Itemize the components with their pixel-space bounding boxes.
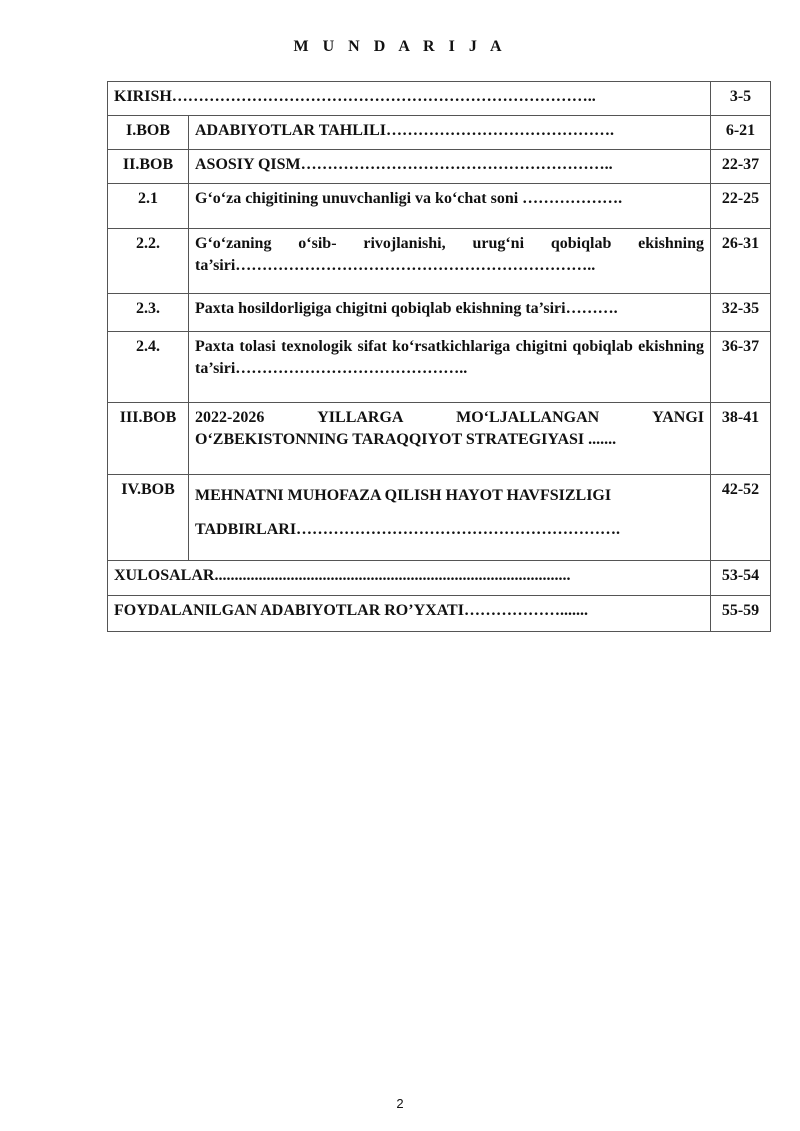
- toc-entry-text-line: MEHNATNI MUHOFAZA QILISH HAYOT HAVFSIZLIGI: [195, 487, 612, 504]
- toc-row: [108, 294, 771, 332]
- toc-entry-text-line: TADBIRLARI…………………………………………………….: [195, 521, 621, 538]
- toc-entry-text: XULOSALAR.........................................................................................: [108, 561, 711, 596]
- toc-entry-text: G‘o‘za chigitining unuvchanligi va ko‘chat soni ……………….: [189, 184, 711, 229]
- toc-row: [108, 150, 771, 184]
- toc-row: [108, 229, 771, 294]
- toc-entry-pages: 3-5: [711, 82, 771, 116]
- toc-row: [108, 332, 771, 403]
- toc-entry-text: Paxta tolasi texnologik sifat ko‘rsatkichlariga chigitni qobiqlab ekishning ta’siri……………………………………..: [189, 332, 711, 403]
- toc-row: [108, 184, 771, 229]
- toc-row: [108, 403, 771, 475]
- toc-entry-text: ADABIYOTLAR TAHLILI…………………………………….: [189, 116, 711, 150]
- document-title: M U N D A R I J A: [293, 38, 507, 55]
- toc-entry-number: II.BOB: [108, 150, 189, 184]
- toc-entry-number: 2.2.: [108, 229, 189, 294]
- toc-row-xulosalar: [108, 561, 771, 596]
- toc-entry-text: G‘o‘zaning o‘sib- rivojlanishi, urug‘ni qobiqlab ekishning ta’siri…………………………………………………………..: [189, 229, 711, 294]
- toc-row-foydalanilgan: [108, 596, 771, 632]
- toc-entry-pages: 22-37: [711, 150, 771, 184]
- toc-entry-pages: 6-21: [711, 116, 771, 150]
- toc-entry-pages: 55-59: [711, 596, 771, 632]
- toc-row-kirish: [108, 82, 771, 116]
- toc-entry-text: 2022-2026 YILLARGA MO‘LJALLANGAN YANGI O‘ZBEKISTONNING TARAQQIYOT STRATEGIYASI .......: [189, 403, 711, 475]
- toc-entry-pages: 22-25: [711, 184, 771, 229]
- toc-entry-text: ASOSIY QISM…………………………………………………..: [189, 150, 711, 184]
- table-of-contents: [107, 81, 771, 632]
- toc-entry-text: KIRISH……………………………………………………………………..: [108, 82, 711, 116]
- toc-entry-text: [189, 475, 711, 561]
- toc-entry-number: 2.3.: [108, 294, 189, 332]
- toc-entry-number: III.BOB: [108, 403, 189, 475]
- toc-entry-pages: 36-37: [711, 332, 771, 403]
- toc-entry-pages: 53-54: [711, 561, 771, 596]
- toc-row: [108, 116, 771, 150]
- toc-entry-number: 2.4.: [108, 332, 189, 403]
- toc-entry-pages: 26-31: [711, 229, 771, 294]
- toc-entry-number: IV.BOB: [108, 475, 189, 561]
- toc-entry-number: 2.1: [108, 184, 189, 229]
- toc-entry-pages: 32-35: [711, 294, 771, 332]
- toc-entry-text: Paxta hosildorligiga chigitni qobiqlab ekishning ta’siri……….: [189, 294, 711, 332]
- toc-entry-number: I.BOB: [108, 116, 189, 150]
- toc-entry-pages: 38-41: [711, 403, 771, 475]
- toc-row: [108, 475, 771, 561]
- page-number: 2: [396, 1096, 404, 1111]
- toc-entry-text: FOYDALANILGAN ADABIYOTLAR RO’YXATI……………….......: [108, 596, 711, 632]
- toc-entry-pages: 42-52: [711, 475, 771, 561]
